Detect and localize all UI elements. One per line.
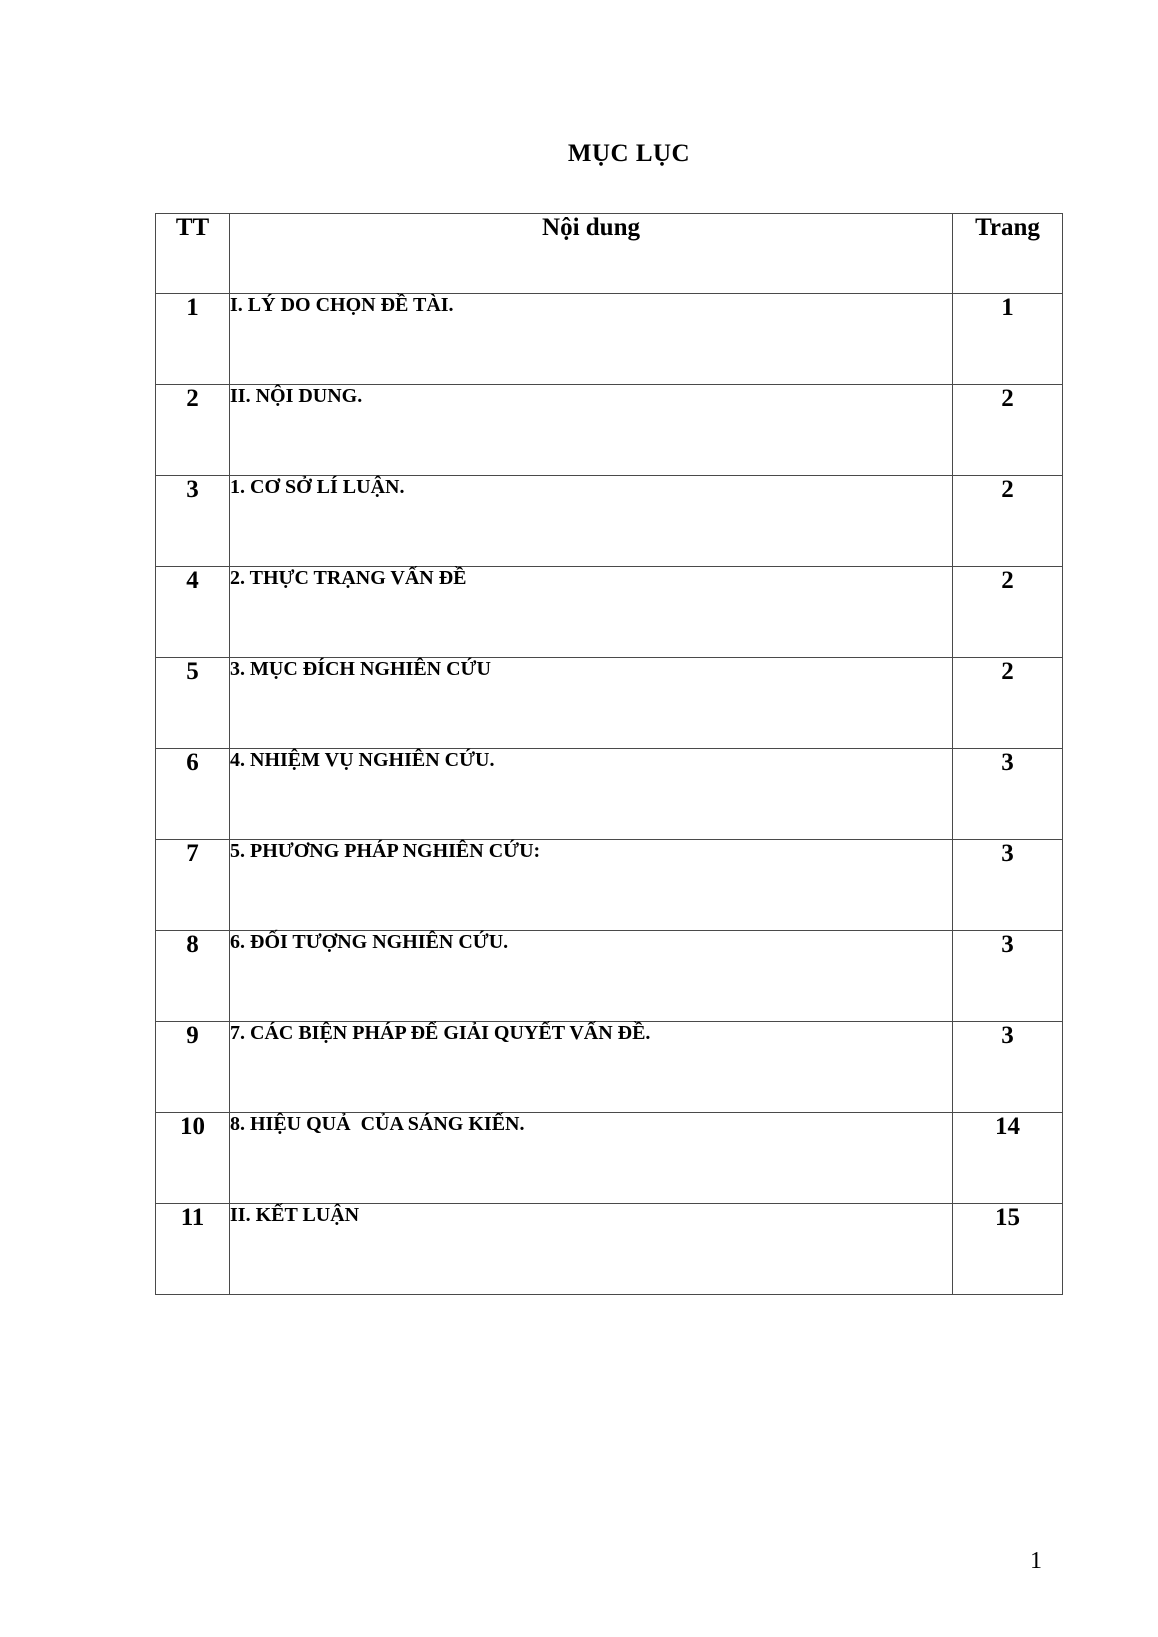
- row-page: 2: [953, 476, 1063, 567]
- table-row: [156, 567, 1063, 658]
- row-content: 4. NHIỆM VỤ NGHIÊN CỨU.: [230, 749, 953, 840]
- row-number: 2: [156, 385, 230, 476]
- row-page: 3: [953, 931, 1063, 1022]
- row-content: II. NỘI DUNG.: [230, 385, 953, 476]
- table-row: [156, 658, 1063, 749]
- row-content: 3. MỤC ĐÍCH NGHIÊN CỨU: [230, 658, 953, 749]
- table-row: [156, 1204, 1063, 1295]
- table-row: [156, 1022, 1063, 1113]
- page-title: MỤC LỤC: [567, 140, 691, 167]
- row-page: 3: [953, 749, 1063, 840]
- row-content: II. KẾT LUẬN: [230, 1204, 953, 1295]
- row-content: 7. CÁC BIỆN PHÁP ĐỂ GIẢI QUYẾT VẤN ĐỀ.: [230, 1022, 953, 1113]
- row-number: 10: [156, 1113, 230, 1204]
- row-number: 11: [156, 1204, 230, 1295]
- table-row: [156, 749, 1063, 840]
- row-page: 1: [953, 294, 1063, 385]
- row-number: 9: [156, 1022, 230, 1113]
- table-row: [156, 385, 1063, 476]
- row-content: 6. ĐỐI TƯỢNG NGHIÊN CỨU.: [230, 931, 953, 1022]
- row-page: 14: [953, 1113, 1063, 1204]
- row-number: 5: [156, 658, 230, 749]
- table-row: [156, 294, 1063, 385]
- row-number: 8: [156, 931, 230, 1022]
- row-number: 4: [156, 567, 230, 658]
- row-page: 2: [953, 385, 1063, 476]
- table-row: [156, 476, 1063, 567]
- row-page: 2: [953, 567, 1063, 658]
- row-content: I. LÝ DO CHỌN ĐỀ TÀI.: [230, 294, 953, 385]
- row-content: 8. HIỆU QUẢ CỦA SÁNG KIẾN.: [230, 1113, 953, 1204]
- row-page: 3: [953, 840, 1063, 931]
- table-header-row: [156, 214, 1063, 294]
- header-content: Nội dung: [230, 214, 953, 294]
- row-number: 7: [156, 840, 230, 931]
- table-row: [156, 1113, 1063, 1204]
- row-number: 1: [156, 294, 230, 385]
- toc-table: [155, 213, 1063, 1295]
- row-content: 1. CƠ SỞ LÍ LUẬN.: [230, 476, 953, 567]
- table-row: [156, 840, 1063, 931]
- header-page: Trang: [953, 214, 1063, 294]
- header-tt: TT: [156, 214, 230, 294]
- row-number: 6: [156, 749, 230, 840]
- row-content: 2. THỰC TRẠNG VẤN ĐỀ: [230, 567, 953, 658]
- page-number: 1: [1030, 1548, 1042, 1574]
- table-row: [156, 931, 1063, 1022]
- row-page: 2: [953, 658, 1063, 749]
- row-page: 15: [953, 1204, 1063, 1295]
- row-number: 3: [156, 476, 230, 567]
- row-content: 5. PHƯƠNG PHÁP NGHIÊN CỨU:: [230, 840, 953, 931]
- row-page: 3: [953, 1022, 1063, 1113]
